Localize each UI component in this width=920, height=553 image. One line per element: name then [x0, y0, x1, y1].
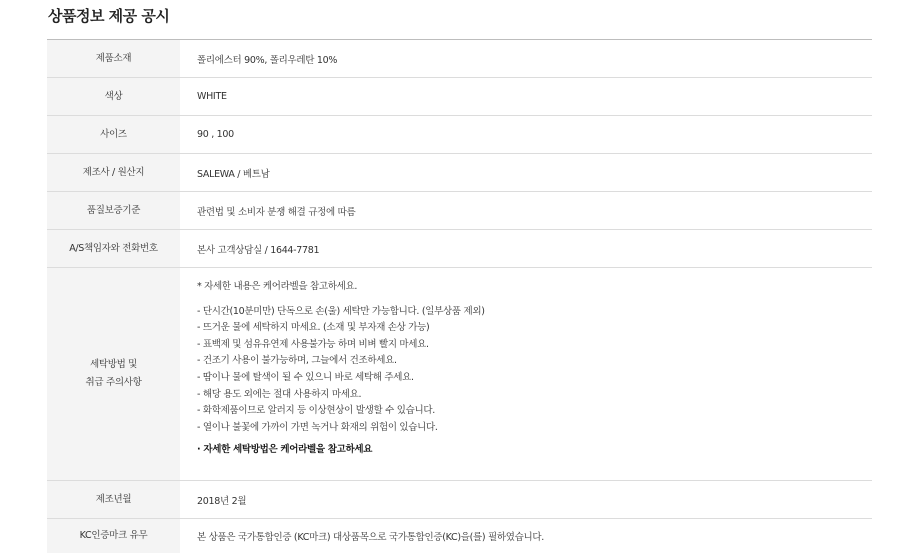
row-label: 제품소재	[47, 40, 180, 77]
row-value: 본 상품은 국가통합인증 (KC마크) 대상품목으로 국가통합인증(KC)을(를) 필하였습니다.	[197, 532, 545, 543]
row-value: 폴리에스터 90%, 폴리우레탄 10%	[197, 54, 338, 66]
table-row-material	[47, 40, 872, 78]
washing-item: - 화학제품이므로 알러지 등 이상현상이 발생할 수 있습니다.	[197, 405, 435, 417]
washing-note: · 자세한 세탁방법은 케어라벨을 참고하세요	[197, 444, 373, 456]
table-row-color	[47, 78, 872, 116]
row-value: SALEWA / 베트남	[197, 168, 270, 180]
row-value: WHITE	[197, 91, 227, 102]
row-value: 90 , 100	[197, 129, 234, 140]
row-label: KC인증마크 유무	[47, 519, 180, 553]
row-label-line: 취급 주의사항	[85, 377, 142, 388]
washing-item: - 열이나 불꽃에 가까이 가면 녹거나 화재의 위험이 있습니다.	[197, 421, 438, 433]
row-value: 본사 고객상담실 / 1644-7781	[197, 244, 320, 256]
row-label: 제조사 / 원산지	[47, 154, 180, 191]
row-label-line: 세탁방법 및	[89, 359, 138, 370]
washing-item: - 표백제 및 섬유유연제 사용불가능 하며 비벼 빨지 마세요.	[197, 338, 429, 350]
row-label: 품질보증기준	[47, 192, 180, 229]
table-row-manufacture-date	[47, 481, 872, 519]
washing-item: - 땀이나 물에 탈색이 될 수 있으니 바로 세탁해 주세요.	[197, 371, 414, 383]
row-label: A/S책임자와 전화번호	[47, 230, 180, 267]
table-row-quality	[47, 192, 872, 230]
table-row-size	[47, 116, 872, 154]
row-value: 관련법 및 소비자 분쟁 해결 규정에 따름	[197, 206, 356, 218]
row-label	[47, 268, 180, 480]
table-row-washing	[47, 268, 872, 481]
row-value: 2018년 2월	[197, 495, 247, 507]
washing-intro: * 자세한 내용은 케어라벨을 참고하세요.	[197, 281, 358, 292]
washing-instructions	[180, 268, 872, 480]
section-title: 상품정보 제공 공시	[48, 7, 170, 25]
row-label: 제조년월	[47, 481, 180, 518]
table-row-kc-mark	[47, 519, 872, 553]
row-label: 사이즈	[47, 116, 180, 153]
washing-item: - 건조기 사용이 불가능하며, 그늘에서 건조하세요.	[197, 355, 397, 367]
table-row-manufacturer	[47, 154, 872, 192]
product-info-table	[47, 39, 872, 553]
washing-item: - 단시간(10분미만) 단독으로 손(울) 세탁만 가능합니다. (일부상품 제외)	[197, 305, 485, 317]
washing-item: - 뜨거운 물에 세탁하지 마세요. (소재 및 부자재 손상 가능)	[197, 322, 430, 334]
table-row-as-contact	[47, 230, 872, 268]
washing-item: - 해당 용도 외에는 절대 사용하지 마세요.	[197, 388, 362, 400]
row-label: 색상	[47, 78, 180, 115]
